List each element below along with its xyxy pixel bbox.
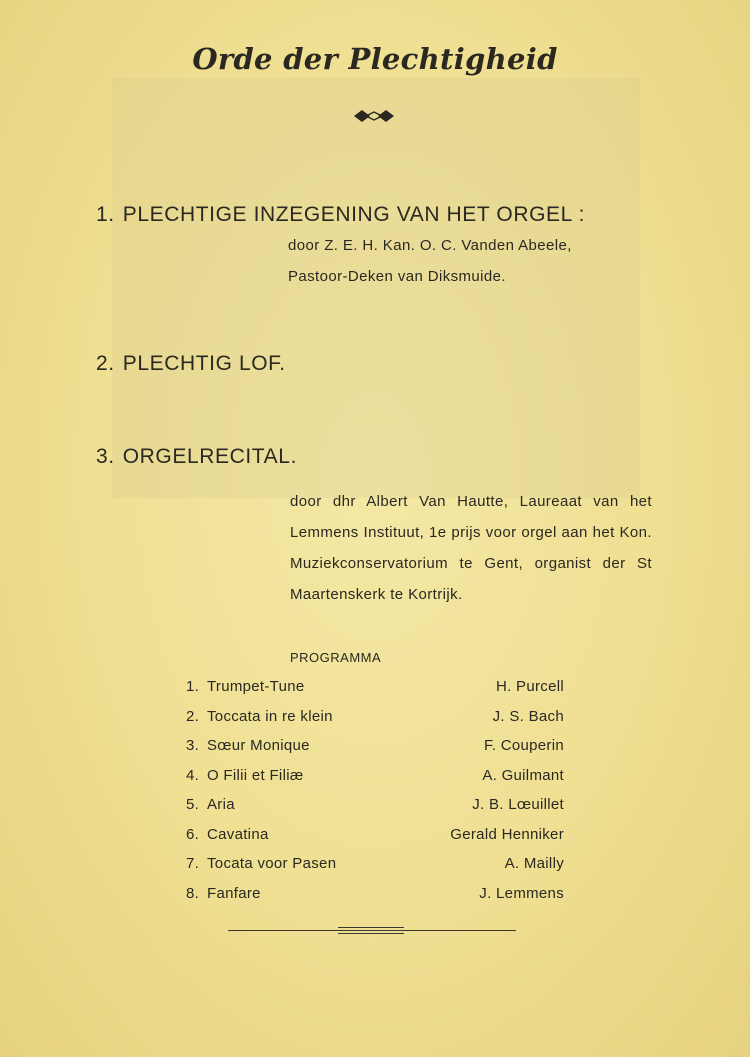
section-1-heading [96, 203, 585, 227]
section-1-details [288, 230, 658, 292]
section-number: 3. [96, 445, 115, 468]
composer: J. Lemmens [479, 884, 564, 902]
item-number: 7. [186, 855, 200, 872]
composer: A. Mailly [504, 855, 564, 872]
piece-title: Sœur Monique [207, 737, 310, 754]
item-number: 3. [186, 737, 200, 754]
section-3-heading [96, 445, 297, 469]
item-number: 5. [186, 796, 200, 813]
list-item [186, 820, 564, 850]
piece-title: Aria [207, 796, 235, 813]
composer: F. Couperin [483, 737, 564, 754]
section-title: PLECHTIG LOF. [122, 352, 286, 375]
programma-heading: PROGRAMMA [290, 650, 382, 665]
composer: J. S. Bach [492, 707, 564, 725]
section-2-heading [96, 352, 286, 376]
organist-description: door dhr Albert Van Hautte, Laureaat van het Lemmens Instituut, 1e prijs voor orgel aan het Kon. Muziekconservatorium te Gent, organist der St Maartenskerk te Kortrijk. [290, 493, 652, 603]
piece-title: Toccata in re klein [207, 707, 333, 725]
piece-title: Cavatina [207, 825, 269, 843]
list-item [186, 879, 564, 909]
section-title: PLECHTIGE INZEGENING VAN HET ORGEL : [122, 203, 586, 226]
piece-title: O Filii et Filiæ [207, 766, 304, 784]
item-number: 6. [186, 825, 200, 843]
composer: Gerald Henniker [450, 825, 564, 843]
item-number: 2. [186, 707, 200, 725]
list-item [186, 672, 564, 702]
composer: J. B. Lœuillet [472, 796, 564, 813]
programma-list [186, 672, 564, 908]
section-number: 2. [96, 352, 115, 375]
piece-title: Trumpet-Tune [207, 678, 305, 695]
section-number: 1. [96, 203, 115, 226]
composer: H. Purcell [495, 678, 564, 695]
list-item [186, 790, 564, 820]
item-number: 4. [186, 766, 200, 784]
list-item [186, 731, 564, 761]
list-item [186, 702, 564, 732]
piece-title: Tocata voor Pasen [207, 855, 337, 872]
list-item [186, 761, 564, 791]
section-title: ORGELRECITAL. [122, 445, 298, 468]
composer: A. Guilmant [482, 766, 564, 784]
list-item [186, 849, 564, 879]
officiant-title-line: Pastoor-Deken van Diksmuide. [288, 268, 506, 285]
officiant-line: door Z. E. H. Kan. O. C. Vanden Abeele, [288, 237, 572, 254]
item-number: 8. [186, 884, 200, 902]
item-number: 1. [186, 678, 200, 695]
diamond-ornament-icon [352, 106, 396, 126]
closing-divider [228, 926, 516, 936]
piece-title: Fanfare [207, 884, 261, 902]
page-title: Orde der Plechtigheid [192, 42, 558, 76]
